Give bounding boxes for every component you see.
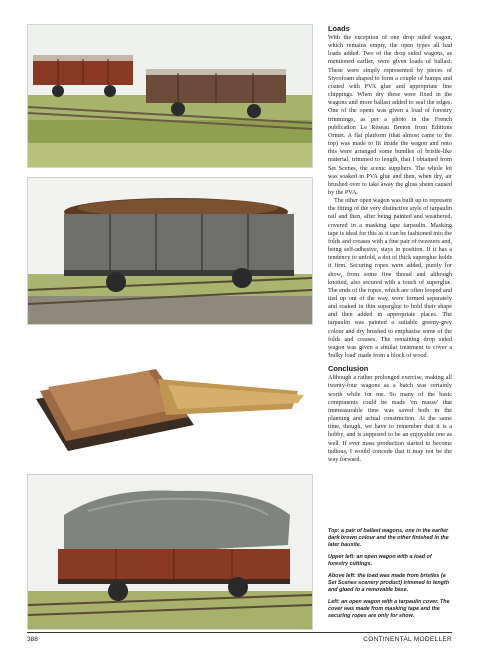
caption-left: Left: an open wagon with a tarpaulin cover. The cover was made from masking tape and the securing ropes are only for show. (328, 599, 450, 619)
caption-top: Top: a pair of ballast wagons, one in the earlier dark brown colour and the other finished in the later bauxite. (328, 528, 449, 548)
magazine-title: CONTINENTAL MODELLER (363, 636, 452, 643)
photo-ballast-wagons (27, 24, 313, 168)
photo-bristle-load (27, 338, 313, 460)
conclusion-paragraph: Although a rather prolonged exercise, making all twenty-four wagons as a batch was certainly worth while for me. So many of the basic components could be made 'en masse' that immeasurable time was saved both in the planning and actual construction. At the same time, though, we have to remember that it is a hobby, and is supposed to be an enjoyable one as well. If ever mass production started to become tedious, I would concede that it may not be the way forward. (328, 374, 452, 463)
ballast-wagons-illustration (28, 25, 312, 167)
tarpaulin-wagon-illustration (28, 475, 312, 629)
heading-loads: Loads (328, 24, 350, 33)
loads-paragraph-2: The other open wagon was built up to represent the fitting of the very distinctive style of tarpaulin rail and then, after being painted and weathered, covered in a masking tape tarpaulin. Masking tape is ideal for this as it can be fashioned into the folds and creases with a fine pair of tweezers and, being self-adhesive, stays in position. If it has a tendency to unfold, a dot of thick superglue holds it firm. Securing ropes were added, purely for show, from some fine thread and although knotted, also secured with a touch of superglue. The ends of the ropes, which are often looped and tied up out of the way, were formed separately and soaked in thin superglue to hold their shape and then added in appropriate places. The tarpaulin was painted a suitable greeny-grey colour and dry brushed to emphasise some of the folds and creases. The remaining drop sided wagon was given a similar treatment to cover a 'bulky load' made from a block of wood. (328, 197, 452, 360)
loads-paragraph-1: With the exception of one drop sided wagon, which remains empty, the open types all had loads added. Two of the drop sided wagons, as mentioned earlier, were given loads of ballast. These were simply represented by pieces of Styrofoam shaped to form a couple of humps and coated with PVA glue and appropriate fine chippings. When dry these were fixed in the wagons and more ballast added to seal the edges. One of the opens was given a load of forestry trimmings, as per a photo in the French publication Le Réseau Breton from Éditions Ormet. A flat platform (that almost came to the top) was made to fit inside the wagon and onto this were arranged some bundles of bristle-like material, trimmed to length, that I obtained from Set Scenes, the scenic suppliers. The whole lot was soaked in PVA glue and then, when dry, air brushed over to take away the gloss sheen caused by the PVA. (328, 34, 452, 196)
forestry-wagon-illustration (28, 178, 312, 324)
page-number: 388 (27, 636, 38, 643)
photo-tarpaulin-wagon (27, 474, 313, 630)
heading-conclusion: Conclusion (328, 364, 369, 374)
photo-captions (328, 528, 452, 625)
footer-rule (27, 632, 452, 633)
photo-forestry-wagon (27, 177, 313, 325)
caption-above-left: Above left: the load was made from bristles (a Set Scenes scenery product) trimmed to length and glued to a removable base. (328, 573, 450, 593)
top-margin (0, 0, 479, 8)
caption-upper-left: Upper left: an open wagon with a load of forestry cuttings. (328, 554, 432, 567)
article-text (328, 24, 452, 464)
bristle-load-illustration (28, 339, 312, 459)
